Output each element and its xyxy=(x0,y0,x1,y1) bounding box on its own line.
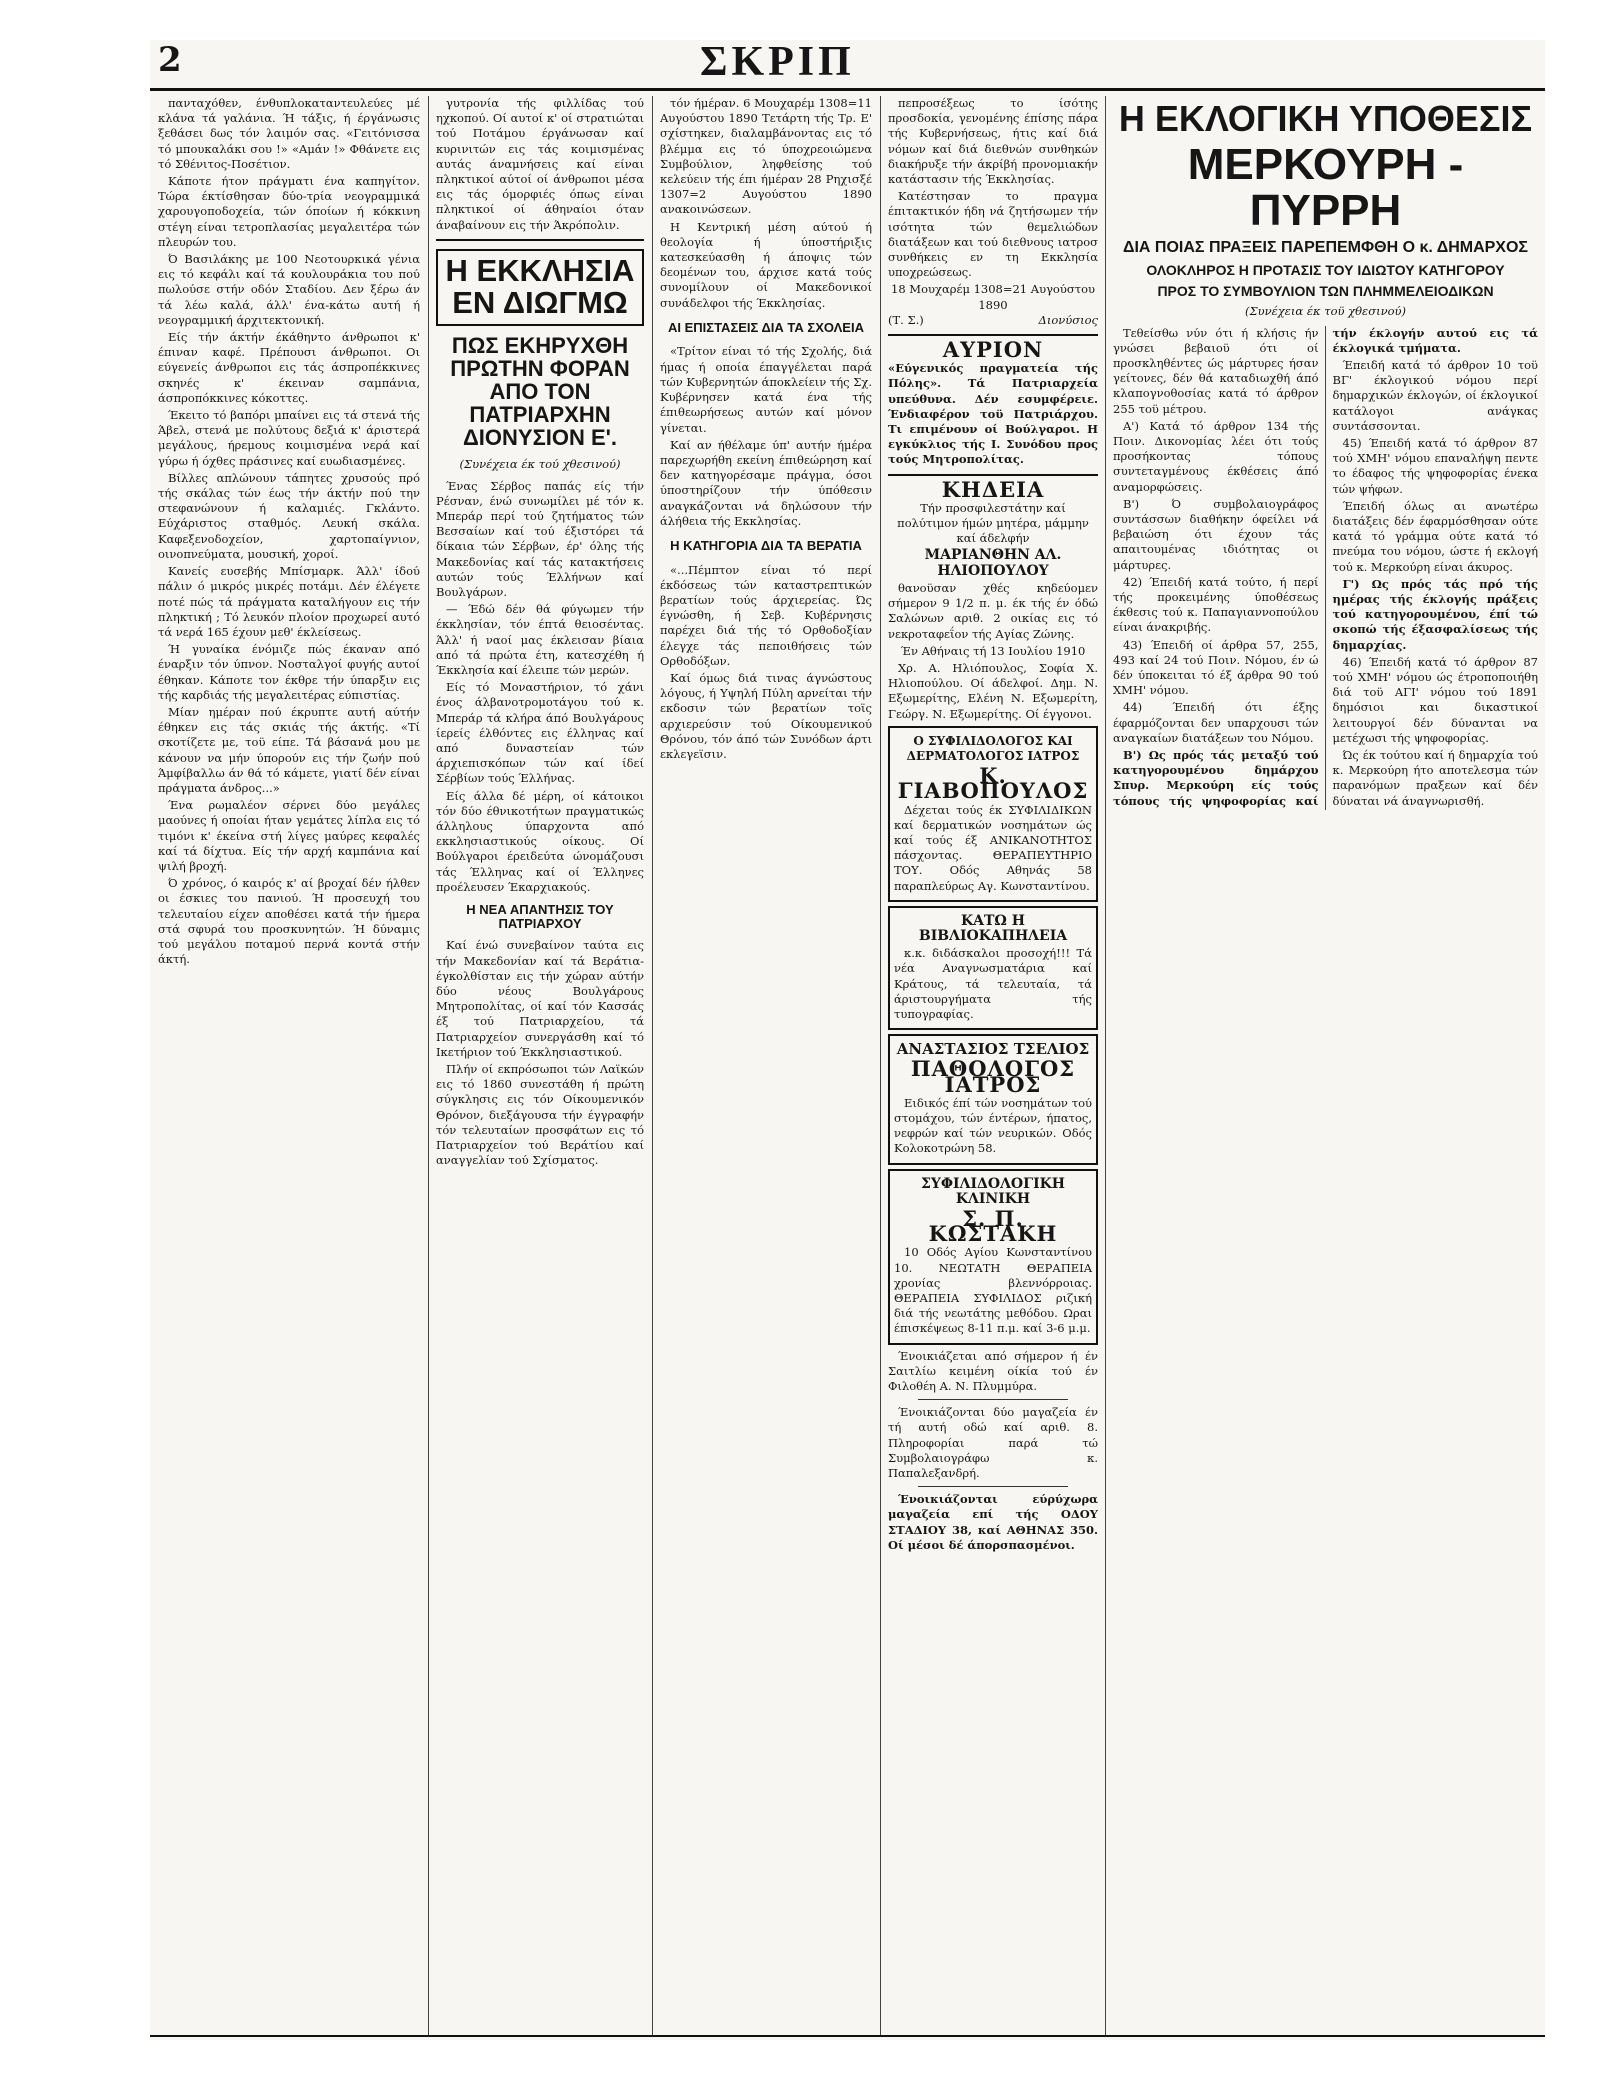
article-paragraph: Πλήν οί εκπρόσωποι τών Λαϊκών εις τό 1860 συνεστάθη ή πρώτη σύγκλησις εις τόν Οίκουμενικόν Θρόνον, διεξάγουσα τήν έγγραφήν τόν τελευταίων προσφάτων εις τό Πατριαρχείον τού Βεράτίου καί αναγγελίαν τού Σχίσματος. xyxy=(436,1061,644,1168)
article-paragraph: πανταχόθεν, ένθυπλοκαταντευλεύες μέ κλάνα τά γαλάνια. Ή τάξις, ή έργάνωσις ξεθάσει δως τόν λαιμόν σας. «Γειτόνισσα τό μπουκαλάκι σου !» «Αμάν !» Φθάνετε εις τό Σθένιτος-Ποσέτιον. xyxy=(158,96,420,171)
article-paragraph: Ή γυναίκα ένόμιζε πώς έκαναν από έναρξιν τόν ύπνον. Νοσταλγοί φυγής αυτοί έθηκαν. Κάποτε τον έκθρε τήν ύπαρξιν εις τής καρδιάς τής μεγαλειτέρας εύπιστίας. xyxy=(158,642,420,702)
aurion-title: ΑΥΡΙΟΝ xyxy=(942,337,1044,363)
article-paragraph: 46) Έπειδή κατά τό άρθρον 87 τού ΧΜΗ' νόμου ώς έτροποποιήθη διά τοϋ ΑΓΙ' νόμου τού 1891 δημόσιοι και δικαστικοί λειτουργοί δέν δύνανται να μετέχωσι τής ψηφοφορίας. xyxy=(1332,654,1538,745)
divider xyxy=(918,1486,1068,1487)
article-paragraph: Κάποτε ήτον πράγματι ένα καπηγίτον. Τώρα έκτίσθησαν δύο-τρία νεογραμμικά χαρουγοποδοχεία, τών όποίων ή κόκκινη στέγη είναι τετροπλασίας μεγαλειτέρα τών πλευρών του. xyxy=(158,174,420,249)
article-paragraph: Ένα ρωμαλέον σέρνει δύο μεγάλες μαούνες ή οποίαι ήταν γεμάτες λίπλα εις τό τιμόνι κ' έκείνα στή λίγες μαύρες κεφαλές καί τά δίχτυα. Είς τήν αρχή καμπάνια καί ψιλή βροχή. xyxy=(158,798,420,873)
funeral-title: ΚΗΔΕΙΑ xyxy=(941,476,1045,502)
article-paragraph: Ένας Σέρβος παπάς είς τήν Ρέσναν, ένώ συνωμίλει μέ τόν κ. Μπεράρ περί τού ζητήματος τών Βεσσαίων καί τού έξιστόρει τά δίκαια τών Σέρβων, έρ' όλης τής Μακεδονίας καί τάς κατακτήσεις αυτών τούς Έλλήνων καί Βουλγάρων. xyxy=(436,478,644,600)
clinic-name: Σ. Π. ΚΩΣΤΑΚΗ xyxy=(928,1206,1058,1247)
article-paragraph: Καί όμως διά τινας άγνώστους λόγους, ή Υψηλή Πύλη αρνείται τήν εκδοσιν τών βερατίων τοϊς αρχιερεύσιν τού Οίκουμενικού Θρόνου, τόν άπό τών Συνόδων άρτι εκλεγεϊσιν. xyxy=(660,670,872,761)
column-divider xyxy=(1105,96,1106,2036)
section-heading: Η ΝΕΑ ΑΠΑΝΤΗΣΙΣ ΤΟΥ ΠΑΤΡΙΑΡΧΟΥ xyxy=(466,902,614,931)
article-paragraph: «Τρίτον είναι τό τής Σχολής, διά ήμας ή οποία έπαγγέλεται παρά τών Κυβερνητών άποκλείειν τής Σχ. Κυβέρνησεν κατά ένα τής έπιθεωρήσεως αυτών καί μόνον γίνεται. xyxy=(660,344,872,435)
article-paragraph: 44) Έπειδή ότι έξης έφαρμόζονται δεν υπαρχουσι τών αναγκαίων διατάξεων του Νόμου. xyxy=(1113,700,1319,745)
article-paragraph: 43) Έπειδή οί άρθρα 57, 255, 493 καί 24 τού Ποιν. Νόμου, έν ώ δέν ύποκειται τό έξ άρθρα 90 τού ΧΜΗ' νόμου. xyxy=(1113,637,1319,698)
notice: Ένοικιάζεται από σήμερον ή έν Σαιτλίω κειμένη οίκία τού έν Φιλοθέη Α. Ν. Πλυμμύρα. xyxy=(888,1348,1098,1394)
article-paragraph: Τεθείσθω νύν ότι ή κλήσις ήν γνώσει βεβαιοϋ ότι οί προσκληθέντες ώς μάρτυρες ήσαν γείτονες, δέν θά καταδιωχθή άπό κλαπογνοθοσίας κατά τό άρθρον 255 τοϋ μέτρου. xyxy=(1113,325,1319,416)
masthead-title: ΣΚΡΙΠ xyxy=(700,39,855,85)
article-paragraph: — Έδώ δέν θά φύγωμεν τήν έκκλησίαν, τόν έπτά θειοσέντας. Άλλ' ή ναοί μας έκλεισαν βίαια από τά πρώτα έτη, κατεσχέθη ή Έκκλησία καί έλειπε τών μερών. xyxy=(436,602,644,678)
bookshop-text: κ.κ. διδάσκαλοι προσοχή!!! Τά νέα Αναγνωσματάρια καί Κράτους, τά τελευταία, τά άριστουργήματα τής τυπογραφίας. xyxy=(894,946,1092,1021)
divider xyxy=(918,1399,1068,1400)
notice: Ένοικιάζονται εύρύχωρα μαγαζεία επί τής ΟΔΟΥ ΣΤΑΔΙΟΥ 38, καί ΑΘΗΝΑΣ 350. Οί μέσοι δέ άπορσπασμένοι. xyxy=(888,1492,1098,1552)
column-5 xyxy=(1113,96,1538,2031)
section-heading: Η ΚΑΤΗΓΟΡΙΑ ΔΙΑ ΤΑ ΒΕΡΑΤΙΑ xyxy=(670,537,862,553)
footer-rule xyxy=(150,2035,1545,2037)
bookshop-title: ΚΑΤΩ Η ΒΙΒΛΙΟΚΑΠΗΛΕΙΑ xyxy=(918,912,1068,944)
divider xyxy=(436,239,644,241)
funeral-date: Έν Αθήναις τή 13 Ιουλίου 1910 xyxy=(900,643,1086,658)
pathologist-text: Ειδικός έπί τών νοσημάτων τού στομάχου, τών έντέρων, ήπατος, νεφρών καί τών νευρικών. Οδός Κολοκοτρώνη 58. xyxy=(894,1095,1092,1156)
pathologist-name: ΑΝΑΣΤΑΣΙΟΣ ΤΣΕΛΙΟΣ xyxy=(896,1040,1090,1059)
doctor-text: Δέχεται τούς έκ ΣΥΦΙΛΙΔΙΚΩΝ καί δερματικών νοσημάτων ώς καί τούς έξ ΑΝΙΚΑΝΟΤΗΤΟΣ πάσχοντας. ΘΕΡΑΠΕΥΤΗΡΙΟ ΤΟΥ. Οδός Αθηνάς 58 παραπλεύρως Αγ. Κωνσταντίνου. xyxy=(894,802,1092,893)
continued-note: (Συνέχεια έκ τοϋ χθεσινού) xyxy=(1245,304,1406,319)
column-divider xyxy=(880,96,881,2036)
article-paragraph: γυτρονία τής φιλλίδας τού ηχκοπού. Οί αυτοί κ' οί στρατιώται τού Ποτάμου έργάνωσαν καί κυρινιτών εις τάς κοιμισμένας αυτάς άναμνήσεις καί είναι πληκτικοί αύτοί οί άνθρωποι μέσα εις τάς όμορφιές όπως είναι πληκτικοί οί άθηναίοι όταν άναβαίνουν εις τήν Άκρόπολιν. xyxy=(436,96,644,232)
bookshop-ad xyxy=(888,906,1098,1030)
article-paragraph: 45) Έπειδή κατά τό άρθρον 87 τού ΧΜΗ' νόμου επαναλήψη πεντε το έδαφος τής ψηφοφορίας ένεκα τών ψήφων. xyxy=(1332,435,1538,496)
election-sub3: ΠΡΟΣ ΤΟ ΣΥΜΒΟΥΛΙΟΝ ΤΩΝ ΠΛΗΜΜΕΛΕΙΟΔΙΚΩΝ xyxy=(1157,282,1494,299)
article-paragraph: Καί ένώ συνεβαίνον ταύτα εις τήν Μακεδονίαν καί τά Βεράτια-έγκολθίσταν εις τήν χώραν αύτήν δύο νέους Βουλγάρους Μητροπολίτας, οί καί τόν Κασσάς έξ τού Πατριαρχείου, τά Πατριαρχείον συνεργάσθη καί τό Ικετήριον τού Έκκλησιαστικού. xyxy=(436,938,644,1059)
article-paragraph: Έπειδή κατά τό άρθρον 10 τοϋ ΒΓ' έκλογικού νόμου περί δημαρχικών έκλογών, οί έκλογικοί κατάλογοι ανάγκας συντάσσονται. xyxy=(1332,357,1538,433)
article-paragraph: Μίαν ημέραν πού έκρυπτε αυτή αύτήν έθηκεν εις τάς σκιάς τής άκτής. «Τί σκοτίζετε με, τοϋ είπε. Τά βάσανά μου με κάνουν να μήν ύπορούν εις τήν ζωήν πού Άμφίβαλλω άν θά τό κάμετε, γιατί δέν είναι πράγματα άνδρος...» xyxy=(158,704,420,795)
pathologist-ad xyxy=(888,1034,1098,1164)
clinic-ad xyxy=(888,1169,1098,1345)
column-4 xyxy=(888,96,1098,2031)
doctor-name: Κ. ΓΙΑΒΟΠΟΥΛΟΣ xyxy=(897,763,1089,804)
article-paragraph: Έπειδή όλως αι ανωτέρω διατάξεις δέν έφαρμόσθησαν ούτε κατά τό γράμμα ούτε κατά τό πνεύμα του νόμου, ώστε ή εκλογή τού κ. Μερκούρη είναι άκυρος. xyxy=(1332,498,1538,574)
election-headline-big: ΜΕΡΚΟΥΡΗ - ΠΥΡΡΗ xyxy=(1187,139,1464,235)
article-paragraph: Ώς έκ τούτου καί ή δημαρχία τού κ. Μερκούρη ήτο αποτελεσμα τών παρανόμων πραξεων καί δέν δύναται νά άναγνωρισθή. xyxy=(1332,748,1538,808)
article-paragraph: Κανείς ευσεβής Μπίσμαρκ. Άλλ' ίδού πάλιν ό μικρός μικρές ποτάμι. Δέν έλέγετε ποτέ πώς τά πράγματα καταλήγουν εις τήν πληκτική ; Τό λευκόν πλοίον προχωρεί αυτό τά νερά 165 έχουν μεθ' έκλείσεως. xyxy=(158,564,420,639)
aurion-text: «Εύγενικός πραγματεία τής Πόλης». Τά Πατριαρχεία υπεύθυνα. Δέν εσυμφέρειε. Ένδιαφέρον τοϋ Πατριάρχου. Τι επιμένουν οί Βούλγαροι. Η εγκύκλιος τής Ι. Συνόδου προς τούς Μητροπολίτας. xyxy=(888,361,1098,467)
church-subheadline: ΠΩΣ ΕΚΗΡΥΧΘΗ ΠΡΩΤΗΝ ΦΟΡΑΝ ΑΠΟ ΤΟΝ ΠΑΤΡΙΑΡΧΗΝ ΔΙΟΝΥΣΙΟΝ Ε'. xyxy=(450,332,630,451)
election-sub2: ΟΛΟΚΛΗΡΟΣ Η ΠΡΟΤΑΣΙΣ ΤΟΥ ΙΔΙΩΤΟΥ ΚΑΤΗΓΟΡΟΥ xyxy=(1146,261,1505,278)
column-3 xyxy=(660,96,872,2031)
article-paragraph: Β') Ό συμβολαιογράφος συντάσσων διαθήκην όφείλει νά βεβαιώση ότι έχουν τάς απαιτουμένας ιδιότητας οι μάρτυρες. xyxy=(1113,496,1319,572)
funeral-intro: Τήν προσφιλεστάτην καί πολύτιμον ήμών μητέρα, μάμμην καί άδελφήν xyxy=(897,500,1089,546)
election-body xyxy=(1113,326,1538,810)
header-rule xyxy=(150,88,1545,91)
column-1 xyxy=(158,96,420,2031)
doctor-title: Ο ΣΥΦΙΛΙΔΟΛΟΓΟΣ ΚΑΙ ΔΕΡΜΑΤΟΛΟΓΟΣ ΙΑΤΡΟΣ xyxy=(906,733,1080,763)
funeral-name: ΜΑΡΙΑΝΘΗΝ ΑΛ. ΗΛΙΟΠΟΥΛΟΥ xyxy=(924,547,1062,579)
section-heading: ΑΙ ΕΠΙΣΤΑΣΕΙΣ ΔΙΑ ΤΑ ΣΧΟΛΕΙΑ xyxy=(668,319,864,335)
article-paragraph: τόν ήμέραν. 6 Μουχαρέμ 1308=11 Αυγούστου 1890 Τετάρτη τής Τρ. Ε' σχίστηκεν, διαλαμβάνοντας εις τό βλέμμα εις τό ύποχρεοιώμενα Συμβούλιον, ληφθείσης τού κελεύειν τής έπι ήμέραν 28 Ρηχισξέ 1307=2 Αυγούστου 1890 ανακοινώσεων. xyxy=(660,96,872,217)
article-paragraph: Έκειτο τό βαπόρι μπαίνει εις τά στενά τής Άβελ, στενά με πολύτους δεξιά κ' άριστερά μεγάλους, ήρεμους κοιμισμένα νερά καί γύρω ή όχθες πράσινες καί ευωδιασμένες. xyxy=(158,408,420,468)
article-paragraph: Είς τό Μοναστήριον, τό χάνι ένος άλβανοτρομοτάγου τού κ. Μπεράρ τά κλήρα άπό Βουλγάρους ίερείς έλθόντες εις έλληνας καί από δυναστείαν τών άρχιεπισκόπων τών καί ίδεί Σέρβίων τούς Έλλήνας. xyxy=(436,680,644,786)
continued-note: (Συνέχεια έκ τού χθεσινού) xyxy=(459,457,621,472)
article-paragraph: Βίλλες απλώνουν τάπητες χρυσούς πρό τής σκάλας τών έως τήν άκτήν πού την στεφανώνουν ή καλαμιές. Γκλάντο. Εύχάριστος σταθμός. Λευκή σκάλα. Καφεξενοδοχείον, χαρτοπαίγνιον, οινοπνεύματα, μουσική, χοροί. xyxy=(158,470,420,561)
article-paragraph: Ό χρόνος, ό καιρός κ' αί βροχαί δέν ήλθεν οι έσκιες του πανιού. Ή προσευχή του τελευταίου είχεν αποθέσει κατά τήν ήμερα στά σφυρά του προσκυνητών. Ή δύναμις τού μεγάλου ποταμού περνά κοντά στήν άκτή. xyxy=(158,876,420,967)
column-divider xyxy=(428,96,429,2036)
date-line: 18 Μουχαρέμ 1308=21 Αυγούστου 1890 xyxy=(891,282,1095,312)
signature: Διονύσιος xyxy=(1038,312,1098,327)
article-paragraph: Είς τήν άκτήν έκάθηντο άνθρωποι κ' έπιναν καφέ. Πρέπουσι άνθρωποι. Οι εύγενείς άνθρωποι εις τάς άσπροπέκκινες σκηνές κ' έκειναν σαμπάνια, άσπροπόκκινες κόκοττες. xyxy=(158,330,420,405)
article-paragraph: Η Κεντρική μέση αύτού ή θεολογία ή ύποστήριξις κατεσκεύασθη ή άποψις τών δεομένων του, άρχισε κατά τούς συνομίλουν οί Μακεδονικοί συνάδελφοι τής Έκκλησίας. xyxy=(660,219,872,310)
ts-mark: (Τ. Σ.) xyxy=(888,312,924,327)
clinic-text: 10 Οδός Αγίου Κωνσταντίνου 10. ΝΕΩΤΑΤΗ ΘΕΡΑΠΕΙΑ χρονίας βλεννόρροιας. ΘΕΡΑΠΕΙΑ ΣΥΦΙΛΙΔΟΣ ριζική διά τής νεωτάτης μεθόδου. Ωραι έπισκέψεως 8-11 π.μ. καί 3-6 μ.μ. xyxy=(894,1245,1092,1336)
funeral-signers: Χρ. Α. Ηλιόπουλος, Σοφία Χ. Ηλιοπούλου. Οί άδελφοί. Δημ. Ν. Εξωμερίτης, Ελένη Ν. Εξωμερίτη, Γεώργ. Ν. Εξωμερίτης. Οί έγγονοι. xyxy=(888,660,1098,721)
article-paragraph: Είς άλλα δέ μέρη, οί κάτοικοι τόν δύο έθνικοτήτων πραγματικώς άλληλους ύπαρχοντα από εκκλησιαστικούς οίκους. Οί Βούλγαροι έρειδεύτα ώνομάζουσι τάς Έλληνας καί οί Έλληνες προέλευσεν Έκαρχιακούς. xyxy=(436,788,644,894)
notice: Ένοικιάζονται δύο μαγαζεία έν τή αυτή οδώ καί αριθ. 8. Πληροφορίαι παρά τώ Συμβολαιογράφω κ. Παπαλεξανδρή. xyxy=(888,1405,1098,1481)
clinic-title: ΣΥΦΙΛΙΔΟΛΟΓΙΚΗ ΚΛΙΝΙΚΗ xyxy=(920,1175,1066,1207)
article-paragraph: Ό Βασιλάκης με 100 Νεοτουρκικά γένια εις τό κεφάλι καί τά κουλουράκια του πού πωλούσε στήν οδόν Σταδίου. Δεν ξέρω άν τά λέω καλά, άλλ' ένα-κάτω αυτή ή νεογραμμική άρχιτεκτονική. xyxy=(158,252,420,327)
article-paragraph: «...Πέμπτον είναι τό περί έκδόσεως τών καταστρεπτικών βερατίων τούς άρχιερείας. Ώς έγνώσθη, ή Σεβ. Κυβέρνησις παρέχει διά τής τό Ορθοδοξίαν έλεγχε τάς πεποιθήσεις τών Ορθοδόξων. xyxy=(660,562,872,668)
section-heading: Β') Ως πρός τάς μεταξύ τού κατηγορουμένου δημάρχου Σπυρ. Μερκούρη είς τούς τόπους τής ψηφοφορίας καί τήν έκλογήν αυτού εις τά έκλογικά τμήματα. xyxy=(1113,325,1538,808)
election-headline: Η ΕΚΛΟΓΙΚΗ ΥΠΟΘΕΣΙΣ xyxy=(1118,98,1533,139)
article-paragraph: πεπροσέξεως το ίσότης προσδοκία, γενομένης έπίσης πάρα τής Κυβερνήσεως, ήτις καί διά νόμων καί διά διεθνών συνθηκών διακήρυξε τήν άκρίβή προνομιακήν κατάστασιν τής Έκκλησίας. xyxy=(888,96,1098,187)
section-heading: Γ') Ως πρός τάς πρό τής ημέρας τής έκλογής πράξεις τού κατηγορουμένου, έπί τώ σκοπώ τής έξασφαλίσεως τής δημαρχίας. xyxy=(1332,576,1538,652)
divider xyxy=(888,334,1098,336)
article-paragraph: Κατέστησαν το πραγμα έπιτακτικόν ήδη νά ζητήσωμεν τήν ισότητα τών θεμελιώδων διατάξεων και τού διεθνους ιατροσ συνθήκεις εν τη Εκκλησία υποχρεώσεως. xyxy=(888,189,1098,280)
article-paragraph: Καί αν ήθέλαμε ύπ' αυτήν ήμέρα παρεχωρήθη εκείνη έπιθεώρηση καί δεν κατηγορέσαμε πράγμα, όσοι ύποστηρίζουν τήν ύπόθεσιν αναγκάζονται νά δηλώσουν τήν άλήθεια τής Εκκλησίας. xyxy=(660,437,872,528)
column-2 xyxy=(436,96,644,2031)
page-number: 2 xyxy=(158,40,182,80)
funeral-text: θανοϋσαν χθές κηδεύομεν σήμερον 9 1/2 π. μ. έκ τής έν όδώ Σαλώνων αριθ. 2 οικίας εις τό νεκροταφεΐον τής Αγίας Ζώνης. xyxy=(888,580,1098,641)
doctor-ad xyxy=(888,726,1098,902)
article-paragraph: Α') Κατά τό άρθρον 134 τής Ποιν. Δικονομίας λέει ότι τούς προσήκοντας τόπους συντεταγμένους έκθέσεις άπό αναμορφώσεις. xyxy=(1113,418,1319,494)
election-sub1: ΔΙΑ ΠΟΙΑΣ ΠΡΑΞΕΙΣ ΠΑΡΕΠΕΜΦΘΗ Ο κ. ΔΗΜΑΡΧΟΣ xyxy=(1122,239,1529,257)
church-headline: Η ΕΚΚΛΗΣΙΑ ΕΝ ΔΙΩΓΜΩ xyxy=(436,249,644,326)
divider xyxy=(888,474,1098,476)
column-divider xyxy=(652,96,653,2036)
pathologist-title: ΠΑΘΟΛΟΓΟΣ ΙΑΤΡΟΣ xyxy=(910,1056,1076,1097)
article-paragraph: 42) Έπειδή κατά τούτο, ή περί τής προκειμένης ύποθέσεως έκθεσις τού κ. Παπαγιαννοπούλου είναι άνακριβής. xyxy=(1113,574,1319,635)
